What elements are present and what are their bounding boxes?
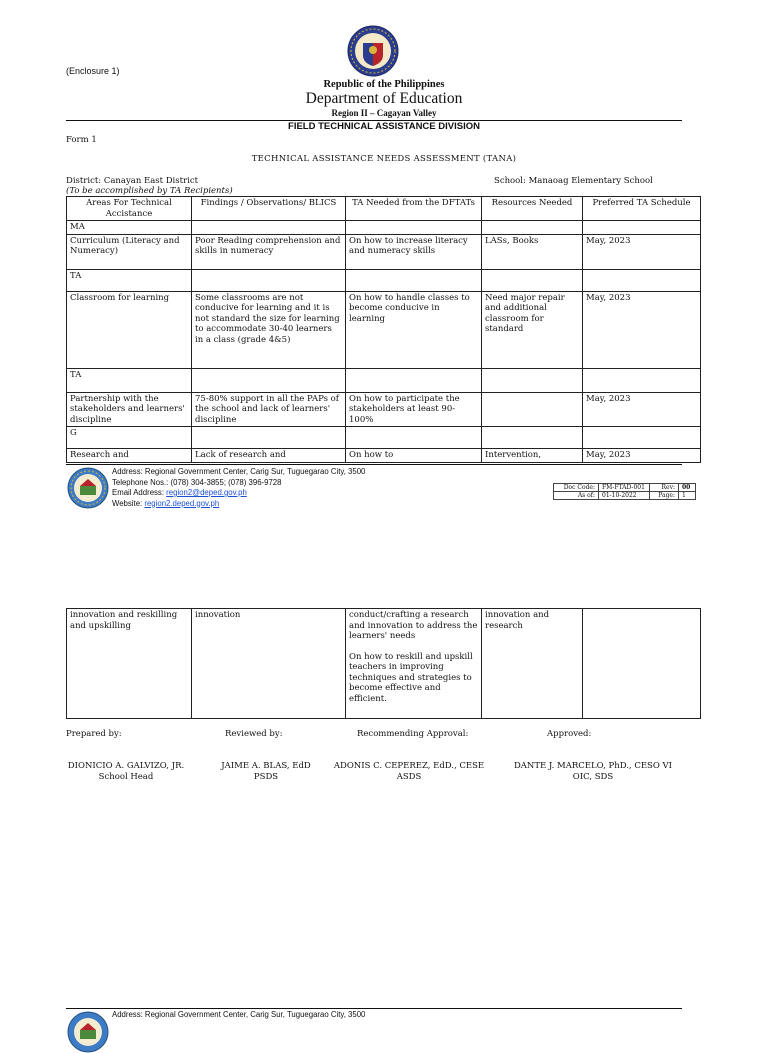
table-cell: Intervention, — [482, 449, 583, 463]
header-areas: Areas For Technical Accistance — [67, 197, 192, 221]
page-label: Page: — [650, 492, 679, 500]
table-cell — [346, 221, 482, 235]
department-heading: Department of Education — [305, 90, 463, 107]
table-cell: On how to increase literacy and numeracy skills — [346, 234, 482, 269]
table-cell: LASs, Books — [482, 234, 583, 269]
form-number: Form 1 — [66, 135, 97, 145]
table-cell: Some classrooms are not conducive for learning and it is not standard the size for learning to accommodate 30-40 learners in a class (grade 4&5) — [192, 291, 346, 368]
table-cell — [482, 427, 583, 449]
region-seal-logo — [67, 1011, 109, 1053]
table-cell: May, 2023 — [583, 392, 701, 427]
table-cell: TA — [67, 269, 192, 291]
table-cell: MA — [67, 221, 192, 235]
table-cell: Classroom for learning — [67, 291, 192, 368]
recommending-label: Recommending Approval: — [357, 729, 469, 739]
footer-email-label: Email Address: — [112, 488, 167, 497]
cell-paragraph: conduct/crafting a research and innovation to address the learners' needs — [349, 610, 478, 641]
doc-code-value: FM-FTAD-001 — [599, 484, 650, 492]
footer-divider — [66, 464, 682, 465]
table-cell: On how to — [346, 449, 482, 463]
table-cell: 75-80% support in all the PAPs of the school and lack of learners' discipline — [192, 392, 346, 427]
table-cell: TA — [67, 368, 192, 392]
document-code-box — [553, 483, 696, 500]
header-resources: Resources Needed — [482, 197, 583, 221]
enclosure-label: (Enclosure 1) — [66, 66, 120, 76]
cell-paragraph: On how to reskill and upskill teachers in improving techniques and strategies to become effective and efficient. — [349, 651, 473, 704]
table-cell: Curriculum (Literacy and Numeracy) — [67, 234, 192, 269]
table-cell: Research and — [67, 449, 192, 463]
republic-heading: Republic of the Philippines — [323, 79, 445, 90]
table-cell — [346, 269, 482, 291]
footer-website-link[interactable]: region2.deped.gov.ph — [144, 498, 220, 508]
table-cell — [583, 427, 701, 449]
footer-address-page2: Address: Regional Government Center, Carig Sur, Tuguegarao City, 3500 — [112, 1010, 366, 1019]
doc-code-label: Doc Code: — [554, 484, 599, 492]
document-title: TECHNICAL ASSISTANCE NEEDS ASSESSMENT (TANA) — [251, 154, 517, 164]
table-cell: Poor Reading comprehension and skills in numeracy — [192, 234, 346, 269]
table-cell — [583, 609, 701, 719]
table-row — [67, 392, 701, 427]
table-cell — [346, 609, 482, 719]
table-cell — [192, 427, 346, 449]
page-value: 1 — [679, 492, 696, 500]
table-cell — [192, 368, 346, 392]
division-heading: FIELD TECHNICAL ASSISTANCE DIVISION — [288, 121, 480, 132]
table-cell — [583, 221, 701, 235]
table-cell — [346, 368, 482, 392]
table-cell: innovation and research — [482, 609, 583, 719]
footer-website-label: Website: — [112, 498, 145, 508]
approved-position: OIC, SDS — [572, 772, 614, 782]
table-cell — [482, 221, 583, 235]
table-cell: On how to handle classes to become conducive in learning — [346, 291, 482, 368]
table-cell: G — [67, 427, 192, 449]
table-cell — [482, 269, 583, 291]
table-row — [67, 609, 701, 719]
table-cell — [192, 221, 346, 235]
prepared-position: School Head — [98, 772, 154, 782]
district-field: District: Canayan East District — [66, 176, 199, 186]
table-cell: On how to participate the stakeholders at least 90-100% — [346, 392, 482, 427]
region-seal-logo — [67, 467, 109, 509]
region-heading: Region II – Cagayan Valley — [331, 108, 437, 118]
reviewed-position: PSDS — [253, 772, 279, 782]
table-cell — [346, 427, 482, 449]
reviewed-label: Reviewed by: — [225, 729, 283, 739]
table-row — [67, 234, 701, 269]
table-cell: Lack of research and — [192, 449, 346, 463]
footer-telephone: Telephone Nos.: (078) 304-3855; (078) 396-9728 — [112, 477, 282, 487]
table-cell — [192, 269, 346, 291]
table-cell: innovation and reskilling and upskilling — [67, 609, 192, 719]
recommending-position: ASDS — [396, 772, 422, 782]
deped-seal-logo — [347, 25, 399, 77]
header-findings: Findings / Observations/ BLICS — [192, 197, 346, 221]
footer-address: Address: Regional Government Center, Carig Sur, Tuguegarao City, 3500 — [112, 467, 366, 476]
table-cell: May, 2023 — [583, 234, 701, 269]
header-ta-needed: TA Needed from the DFTATs — [346, 197, 482, 221]
approved-label: Approved: — [547, 729, 592, 739]
table-header-row — [67, 197, 701, 221]
table-row — [67, 269, 701, 291]
table-row — [67, 368, 701, 392]
footer-email-line — [112, 488, 365, 499]
table-cell — [583, 368, 701, 392]
rev-value: 00 — [679, 484, 696, 492]
table-row — [67, 291, 701, 368]
prepared-name: DIONICIO A. GALVIZO, JR. — [67, 761, 185, 771]
table-row — [67, 449, 701, 463]
table-cell — [583, 269, 701, 291]
prepared-label: Prepared by: — [66, 729, 122, 739]
table-cell — [482, 368, 583, 392]
table-cell: May, 2023 — [583, 291, 701, 368]
tana-table-continuation — [66, 608, 701, 719]
recommending-name: ADONIS C. CEPEREZ, EdD., CESE — [333, 761, 485, 771]
approved-name: DANTE J. MARCELO, PhD., CESO VI — [513, 761, 673, 771]
footer-contact — [112, 467, 365, 509]
table-cell: Need major repair and additional classroom for standard — [482, 291, 583, 368]
school-field: School: Manaoag Elementary School — [494, 176, 653, 186]
table-row — [67, 427, 701, 449]
asof-value: 01-10-2022 — [599, 492, 650, 500]
footer-email-link[interactable]: region2@deped.gov.ph — [166, 488, 247, 497]
reviewed-name: JAIME A. BLAS, EdD — [221, 761, 311, 771]
footer-website-line — [112, 499, 365, 510]
table-cell: innovation — [192, 609, 346, 719]
footer-divider-page2 — [66, 1008, 682, 1009]
table-row — [67, 221, 701, 235]
table-cell: Partnership with the stakeholders and learners' discipline — [67, 392, 192, 427]
rev-label: Rev: — [650, 484, 679, 492]
recipients-note: (To be accomplished by TA Recipients) — [66, 186, 233, 196]
table-cell — [482, 392, 583, 427]
asof-label: As of: — [554, 492, 599, 500]
header-schedule: Preferred TA Schedule — [583, 197, 701, 221]
table-cell: May, 2023 — [583, 449, 701, 463]
tana-table — [66, 196, 701, 463]
